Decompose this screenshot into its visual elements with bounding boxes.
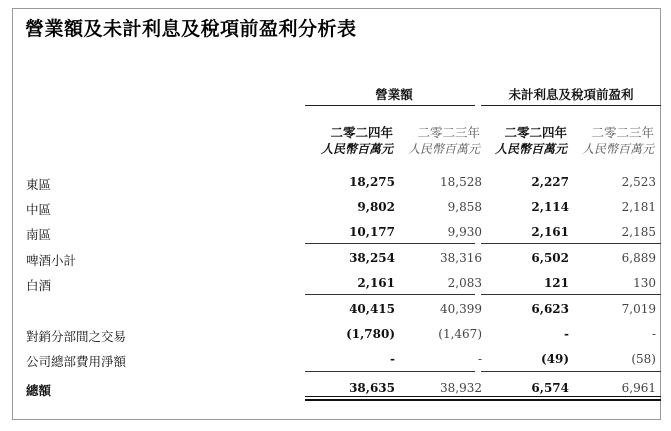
ebit-2024-year: 二零二四年 [504, 125, 567, 140]
ebit-group-header: 未計利息及稅項前盈利 [508, 87, 634, 102]
cell-revenue-2023: 18,528 [440, 175, 482, 189]
cell-ebit-2023: 6,889 [621, 251, 656, 265]
table-row [13, 274, 662, 294]
cell-ebit-2023: 2,181 [621, 200, 656, 214]
cell-revenue-2024: 9,802 [357, 200, 395, 214]
cell-ebit-2024: - [564, 327, 569, 341]
cell-revenue-2023: 9,858 [447, 200, 482, 214]
cell-revenue-2023: - [477, 352, 482, 366]
table-row [13, 350, 662, 370]
ebit-2023-year: 二零二三年 [591, 125, 654, 140]
cell-revenue-2024: 18,275 [349, 175, 395, 189]
cell-revenue-2024: 2,161 [357, 276, 395, 290]
cell-ebit-2024: 6,502 [531, 251, 569, 265]
cell-ebit-2023: 7,019 [621, 302, 656, 316]
cell-ebit-2024: 2,114 [531, 200, 569, 214]
total-rule [305, 371, 475, 372]
row-label: 東區 [26, 177, 52, 192]
table-row [13, 198, 662, 218]
cell-revenue-2024: 38,635 [349, 381, 395, 395]
grand-total-double-rule [305, 399, 661, 401]
total-rule [481, 371, 661, 372]
revenue-header-rule [305, 105, 475, 106]
cell-revenue-2024: (1,780) [346, 327, 395, 341]
row-label: 中區 [26, 202, 52, 217]
cell-ebit-2023: 2,185 [621, 225, 656, 239]
ebit-header-rule [481, 105, 661, 106]
table-row [13, 173, 662, 193]
ebit-2024-unit: 人民幣百萬元 [494, 142, 567, 156]
cell-revenue-2024: 40,415 [349, 302, 395, 316]
page-title: 營業額及未計利息及稅項前盈利分析表 [25, 18, 357, 40]
revenue-2023-year: 二零二三年 [417, 125, 480, 140]
cell-revenue-2023: 38,932 [440, 381, 482, 395]
table-row [13, 223, 662, 243]
cell-revenue-2024: 10,177 [349, 225, 395, 239]
cell-ebit-2023: (58) [631, 352, 656, 366]
table-row [13, 300, 662, 320]
ebit-2023-unit: 人民幣百萬元 [581, 142, 654, 156]
table-row [13, 325, 662, 345]
revenue-2023-unit: 人民幣百萬元 [407, 142, 480, 156]
revenue-2024-year: 二零二四年 [330, 125, 393, 140]
row-label: 啤酒小計 [26, 253, 77, 268]
grand-total-rule [305, 396, 661, 397]
row-label: 白酒 [26, 278, 52, 293]
cell-revenue-2023: 38,316 [440, 251, 482, 265]
cell-ebit-2024: 6,623 [531, 302, 569, 316]
cell-ebit-2024: 2,161 [531, 225, 569, 239]
cell-ebit-2023: 6,961 [621, 381, 656, 395]
cell-revenue-2023: (1,467) [438, 327, 482, 341]
row-label: 對銷分部間之交易 [26, 329, 127, 344]
cell-revenue-2023: 2,083 [447, 276, 482, 290]
revenue-2024-unit: 人民幣百萬元 [320, 142, 393, 156]
report-panel [12, 8, 661, 420]
cell-ebit-2024: 2,227 [531, 175, 569, 189]
cell-ebit-2023: 2,523 [621, 175, 656, 189]
cell-ebit-2024: 6,574 [531, 381, 569, 395]
subtotal-rule [305, 243, 475, 244]
subtotal-rule [481, 294, 661, 295]
subtotal-rule [481, 243, 661, 244]
cell-revenue-2024: - [390, 352, 395, 366]
row-label: 公司總部費用淨額 [26, 354, 127, 369]
cell-revenue-2024: 38,254 [349, 251, 395, 265]
row-label: 總額 [26, 383, 52, 398]
cell-revenue-2023: 9,930 [447, 225, 482, 239]
cell-ebit-2023: - [651, 327, 656, 341]
row-label: 南區 [26, 227, 52, 242]
cell-ebit-2024: (49) [540, 352, 569, 366]
revenue-group-header: 營業額 [375, 87, 413, 102]
cell-ebit-2024: 121 [543, 276, 569, 290]
cell-revenue-2023: 40,399 [440, 302, 482, 316]
cell-ebit-2023: 130 [633, 276, 656, 290]
table-row [13, 249, 662, 269]
subtotal-rule [305, 294, 475, 295]
